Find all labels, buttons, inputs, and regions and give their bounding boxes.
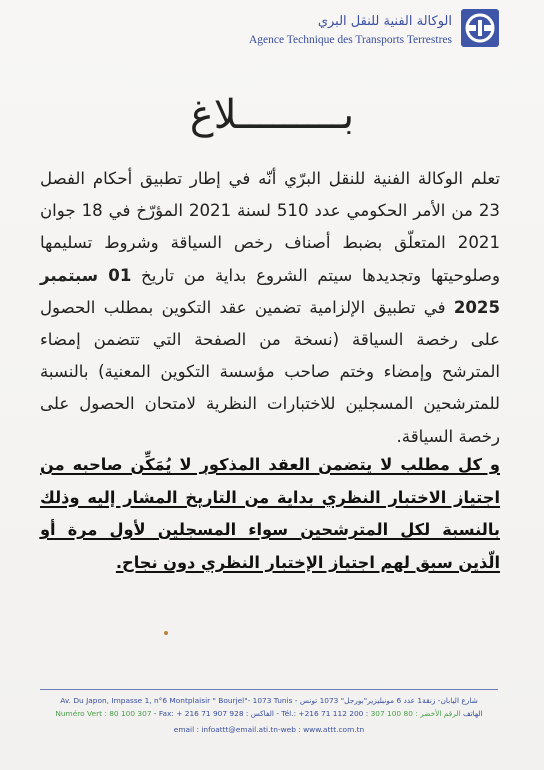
notice-emphasis (40, 449, 500, 579)
att-logo-icon (460, 8, 500, 48)
notice-emphasis-text: و كل مطلب لا يتضمن العقد المذكور لا يُمَكِّن صاحبه من اجتياز الاختبار النظري بداية من التاريخ المشار إليه وذلك بالنسبة لكل المترشحين سواء المسجلين لأول مرة أو الّذين سبق لهم اجتياز الإختبار النظري دون نجاح. (40, 455, 500, 572)
letterhead (220, 8, 530, 50)
footer-tel: - Tél.: +216 71 112 200 : الهاتف (276, 709, 483, 718)
footer-raqm-akhdar: الرقم الأخضر : 80 100 307 (370, 709, 461, 718)
footer-numero-vert: Numéro Vert : 80 100 307 (55, 709, 152, 718)
notice-body-part1: تعلم الوكالة الفنية للنقل البرّي أنّه في إطار تطبيق أحكام الفصل 23 من الأمر الحكومي عدد 510 لسنة 2021 المؤرّخ في 18 جوان 2021 المتعلّق بضبط أصناف رخص السياقة وشروط تسليمها وصلوحيتها وتجديدها سيتم الشروع بداية من تاريخ (40, 169, 500, 285)
notice-body-part2: في تطبيق الإلزامية تضمين عقد التكوين بمطلب الحصول على رخصة السياقة (نسخة من الصفحة التي تتضمن إمضاء المترشح وإمضاء وختم صاحب مؤسسة التكوين المعنية) بالنسبة للمترشحين المسجلين للاختبارات النظرية لامتحان الحصول على رخصة السياقة. (40, 297, 500, 446)
footer-contacts (40, 707, 498, 720)
footer-divider (40, 689, 498, 690)
footer (40, 694, 498, 736)
org-name-french: Agence Technique des Transports Terrestres (248, 34, 452, 46)
footer-fax: - Fax: + 216 71 907 928 : الفاكس (153, 709, 274, 718)
notice-title: بـــــــــلاغ (189, 92, 355, 138)
notice-body (40, 163, 500, 453)
footer-email-web: email : infoattt@email.ati.tn-web : www.attt.com.tn (173, 725, 365, 734)
org-name-arabic: الوكالة الفنية للنقل البري (317, 14, 452, 29)
footer-address: Av. Du Japon, Impasse 1, n°6 Montplaisir " Bourjel"- 1073 Tunis - شارع اليابان- زنقة1 عدد 6 مونبليزير"بورجل" 1073 تونس (60, 696, 478, 705)
notice-date: 01 سبتمبر 2025 (40, 265, 500, 317)
paper-mark (164, 631, 168, 635)
